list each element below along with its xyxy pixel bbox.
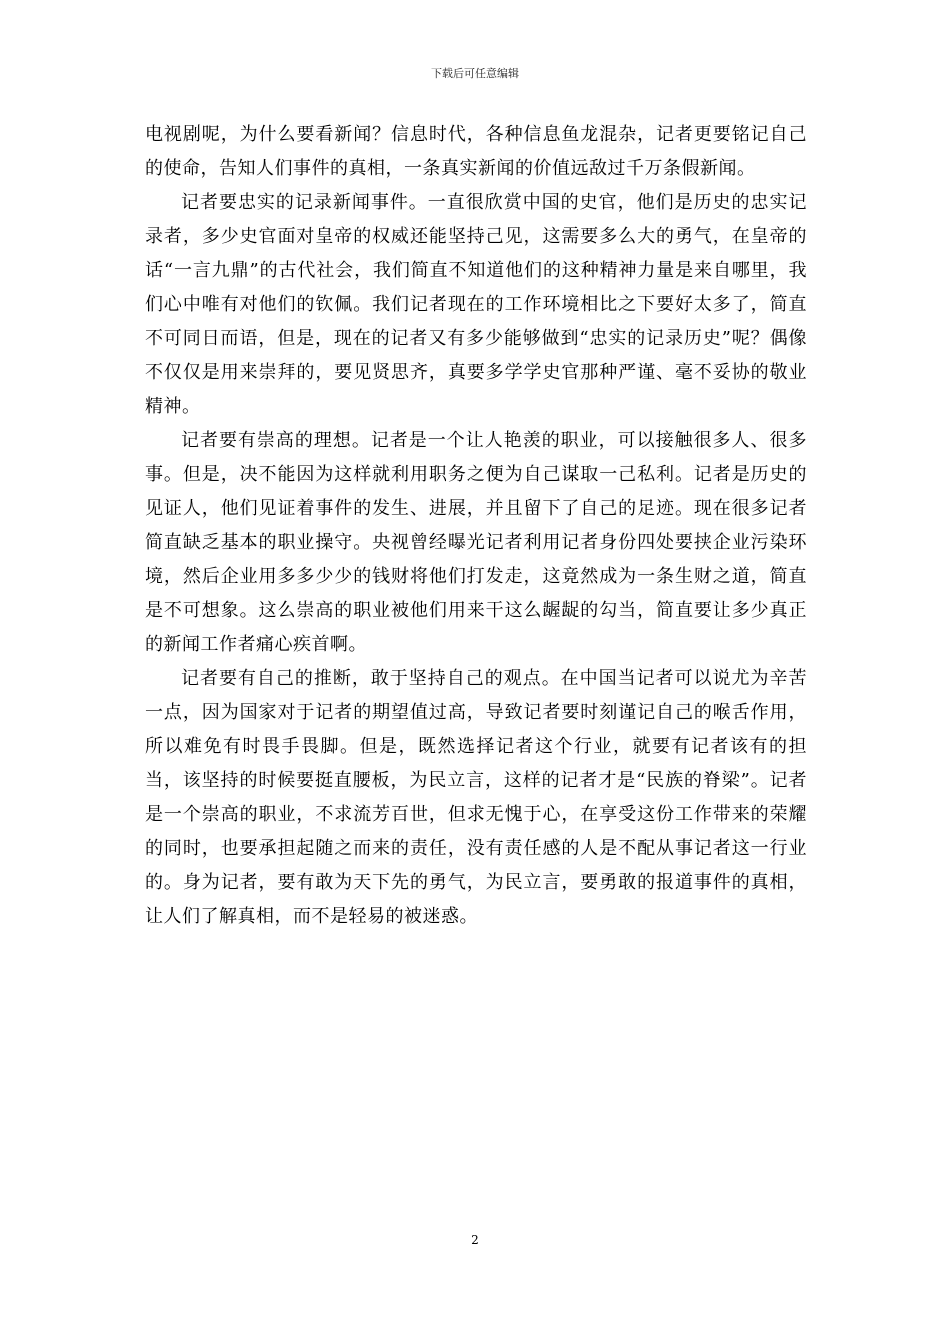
paragraph-continued: 电视剧呢，为什么要看新闻？信息时代，各种信息鱼龙混杂，记者更要铭记自己的使命，告知人们事件的真相，一条真实新闻的价值远敌过千万条假新闻。: [145, 124, 807, 179]
paragraph-own-judgment: 记者要有自己的推断，敢于坚持自己的观点。在中国当记者可以说尤为辛苦一点，因为国家对于记者的期望值过高，导致记者要时刻谨记自己的喉舌作用，所以难免有时畏手畏脚。但是，既然选择记者这个行业，就要有记者该有的担当，该坚持的时候要挺直腰板，为民立言，这样的记者才是“民族的脊梁”。记者是一个崇高的职业，不求流芳百世，但求无愧于心，在享受这份工作带来的荣耀的同时，也要承担起随之而来的责任，没有责任感的人是不配从事记者这一行业的。身为记者，要有敢为天下先的勇气，为民立言，要勇敢的报道事件的真相，让人们了解真相，而不是轻易的被迷惑。: [145, 668, 807, 927]
page-header: 下载后可任意编辑: [431, 67, 519, 80]
paragraph-faithful-record: 记者要忠实的记录新闻事件。一直很欣赏中国的史官，他们是历史的忠实记录者，多少史官面对皇帝的权威还能坚持己见，这需要多么大的勇气，在皇帝的话“一言九鼎”的古代社会，我们简直不知道他们的这种精神力量是来自哪里，我们心中唯有对他们的钦佩。我们记者现在的工作环境相比之下要好太多了，简直不可同日而语，但是，现在的记者又有多少能够做到“忠实的记录历史”呢？偶像不仅仅是用来崇拜的，要见贤思齐，真要多学学史官那种严谨、毫不妥协的敬业精神。: [145, 192, 807, 417]
page-number: 2: [471, 1233, 479, 1247]
paragraph-lofty-ideals: 记者要有崇高的理想。记者是一个让人艳羡的职业，可以接触很多人、很多事。但是，决不能因为这样就利用职务之便为自己谋取一己私利。记者是历史的见证人，他们见证着事件的发生、进展，并且留下了自己的足迹。现在很多记者简直缺乏基本的职业操守。央视曾经曝光记者利用记者身份四处要挟企业污染环境，然后企业用多多少少的钱财将他们打发走，这竟然成为一条生财之道，简直是不可想象。这么崇高的职业被他们用来干这么龌龊的勾当，简直要让多少真正的新闻工作者痛心疾首啊。: [145, 430, 807, 655]
document-body: [145, 118, 807, 934]
